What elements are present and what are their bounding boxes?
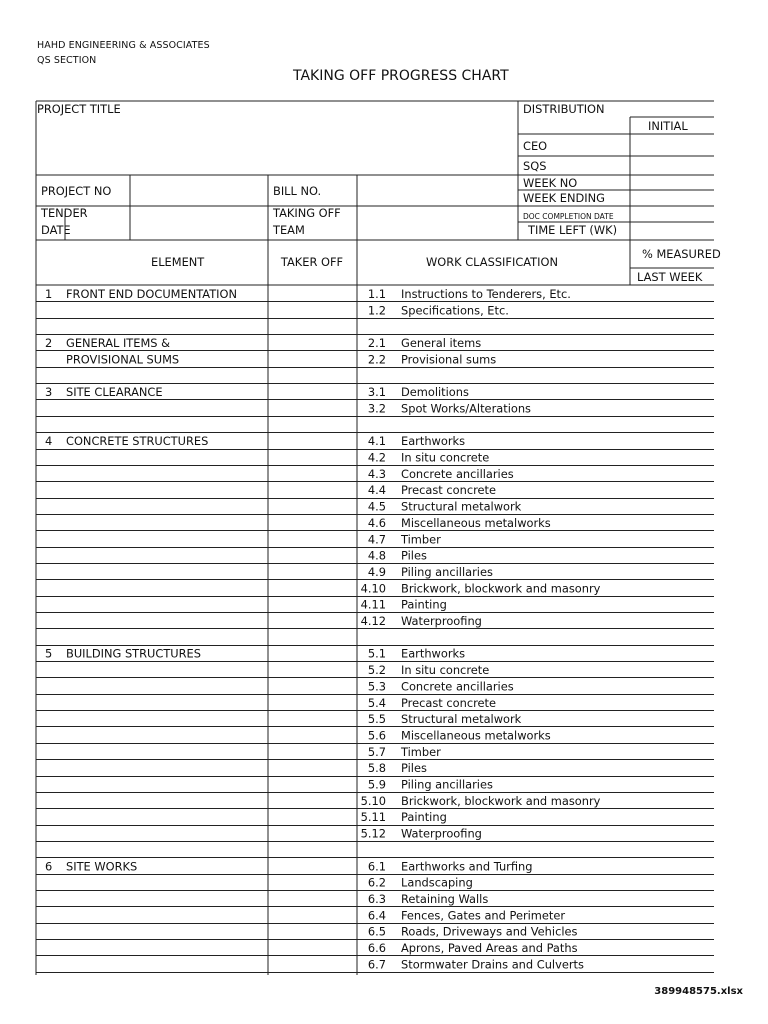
pct-measured-header: % MEASURED [642,247,721,261]
work-class-number: 5.9 [367,777,386,792]
work-class-label: Earthworks [401,434,466,449]
tender-label: TENDER [41,206,88,220]
work-class-number: 1.1 [367,287,386,301]
element-number: 6 [45,859,53,874]
project-no-label: PROJECT NO [41,184,112,198]
taking-off-label: TAKING OFF [273,206,341,220]
work-class-label: Brickwork, blockwork and masonry [401,581,601,596]
work-class-label: Fences, Gates and Perimeter [401,908,566,923]
work-class-label: Painting [401,597,447,612]
company-name: HAHD ENGINEERING & ASSOCIATES [37,40,210,51]
work-class-number: 6.6 [367,941,386,955]
work-class-number: 4.12 [360,614,386,628]
date-label: DATE [41,223,71,237]
ceo-label: CEO [523,139,548,153]
sqs-label: SQS [523,159,547,173]
work-class-label: Specifications, Etc. [401,303,509,318]
bill-no-label: BILL NO. [273,184,322,198]
work-class-number: 6.1 [367,859,386,874]
work-class-label: Structural metalwork [401,499,522,514]
initial-label: INITIAL [648,119,688,133]
work-class-label: Earthworks and Turfing [401,859,533,874]
work-class-number: 5.8 [367,761,386,776]
work-class-label: Retaining Walls [401,891,489,906]
work-class-number: 4.3 [367,466,386,481]
work-class-number: 4.8 [367,548,386,563]
work-class-number: 6.5 [367,924,386,939]
element-label: CONCRETE STRUCTURES [66,434,209,449]
work-class-label: General items [401,336,482,351]
work-class-number: 5.4 [367,695,386,710]
work-class-label: Waterproofing [401,614,482,628]
work-class-label: Stormwater Drains and Culverts [401,957,584,972]
work-class-number: 4.9 [367,564,386,579]
work-class-label: In situ concrete [401,663,490,678]
work-class-number: 1.2 [367,303,386,318]
element-label: BUILDING STRUCTURES [66,646,201,661]
work-class-number: 6.4 [367,908,386,923]
work-class-label: Provisional sums [401,352,497,367]
work-class-number: 4.5 [367,499,386,514]
work-class-label: Piling ancillaries [401,777,493,792]
work-class-label: Demolitions [401,385,469,400]
element-number: 5 [45,646,53,661]
taker-off-header: TAKER OFF [280,255,344,269]
distribution-label: DISTRIBUTION [523,102,605,116]
element-header: ELEMENT [151,255,205,269]
work-class-number: 5.12 [360,826,386,841]
doc-completion-date-label: DOC COMPLETION DATE [523,212,614,221]
work-class-label: Waterproofing [401,826,482,841]
work-class-label: Landscaping [401,875,473,890]
work-class-label: Earthworks [401,646,466,661]
element-number: 2 [45,336,53,351]
work-class-number: 5.11 [360,810,386,825]
work-class-label: In situ concrete [401,450,490,465]
work-class-number: 4.4 [367,483,386,498]
work-class-number: 5.3 [367,679,386,694]
work-class-number: 4.6 [367,515,386,530]
work-class-number: 5.5 [367,712,386,727]
project-title-label: PROJECT TITLE [37,102,121,116]
work-class-label: Instructions to Tenderers, Etc. [401,287,571,301]
work-class-number: 2.1 [367,336,386,351]
work-class-number: 5.1 [367,646,386,661]
element-number: 3 [45,385,53,400]
element-number: 1 [45,287,53,301]
element-label: SITE WORKS [66,859,138,874]
week-ending-label: WEEK ENDING [523,191,605,205]
work-class-number: 4.11 [360,597,386,612]
work-class-number: 4.7 [367,532,386,547]
work-class-label: Piling ancillaries [401,564,493,579]
work-class-label: Brickwork, blockwork and masonry [401,793,601,808]
work-class-number: 2.2 [367,352,386,367]
element-label: GENERAL ITEMS & [66,336,171,351]
work-class-number: 6.3 [367,891,386,906]
work-class-label: Piles [401,761,427,776]
work-class-label: Concrete ancillaries [401,679,514,694]
work-class-label: Timber [401,744,441,759]
element-label: SITE CLEARANCE [66,385,163,400]
work-class-label: Miscellaneous metalworks [401,515,551,530]
work-class-number: 4.10 [360,581,386,596]
work-class-label: Precast concrete [401,695,497,710]
page-title: TAKING OFF PROGRESS CHART [293,68,509,84]
time-left-label: TIME LEFT (WK) [528,223,618,237]
team-label: TEAM [273,223,305,237]
week-no-label: WEEK NO [523,176,578,190]
work-class-number: 4.1 [367,434,386,449]
element-label: FRONT END DOCUMENTATION [66,287,237,301]
work-class-label: Precast concrete [401,483,497,498]
work-class-label: Spot Works/Alterations [401,401,531,416]
work-class-number: 5.7 [367,744,386,759]
work-class-label: Painting [401,810,447,825]
work-class-number: 5.10 [360,793,386,808]
section-name: QS SECTION [37,55,97,66]
work-class-label: Timber [401,532,441,547]
work-class-number: 5.6 [367,728,386,743]
work-class-label: Aprons, Paved Areas and Paths [401,941,578,955]
work-class-number: 5.2 [367,663,386,678]
element-number: 4 [45,434,53,449]
file-name: 389948575.xlsx [654,986,743,997]
work-class-number: 6.2 [367,875,386,890]
work-class-label: Miscellaneous metalworks [401,728,551,743]
work-class-number: 3.2 [367,401,386,416]
work-class-label: Concrete ancillaries [401,466,514,481]
work-class-label: Structural metalwork [401,712,522,727]
work-class-number: 4.2 [367,450,386,465]
last-week-header: LAST WEEK [637,270,703,284]
work-class-label: Roads, Driveways and Vehicles [401,924,578,939]
work-class-number: 3.1 [367,385,386,400]
work-class-label: Piles [401,548,427,563]
work-classification-header: WORK CLASSIFICATION [426,255,558,269]
work-class-number: 6.7 [367,957,386,972]
element-label: PROVISIONAL SUMS [66,352,180,367]
